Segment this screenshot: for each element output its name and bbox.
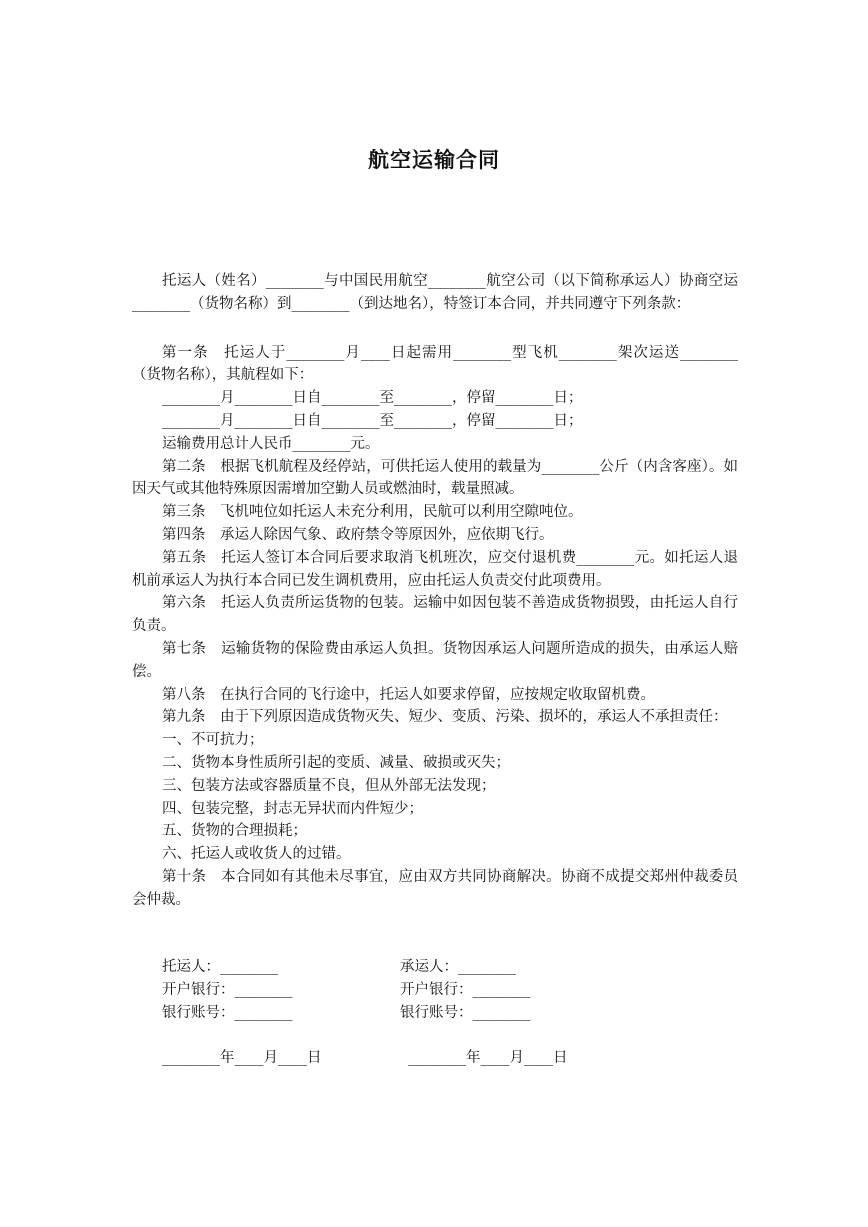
article-10: 第十条 本合同如有其他未尽事宜，应由双方共同协商解决。协商不成提交郑州仲裁委员会仲裁。 (132, 868, 738, 908)
article-3: 第三条 飞机吨位如托运人未充分利用，民航可以利用空隙吨位。 (162, 504, 583, 521)
article-6: 第六条 托运人负责所运货物的包装。运输中如因包装不善造成货物损毁，由托运人自行负责。 (132, 595, 738, 635)
article-1: 第一条 托运人于________月____日起需用________型飞机________架次运送________（货物名称），其航程如下： (132, 344, 738, 384)
shipper-signature-block (162, 956, 293, 1024)
exemption-item: 四、包装完整，封志无异状而内件短少； (162, 800, 423, 817)
shipper-date-line: ________年____月____日 (162, 1050, 322, 1066)
carrier-account-line: 银行账号：________ (400, 1004, 531, 1021)
exemption-item: 一、不可抗力； (162, 732, 264, 749)
exemption-item: 五、货物的合理损耗； (162, 823, 307, 840)
shipper-name-line: 托运人：________ (162, 959, 278, 975)
article-4: 第四条 承运人除因气象、政府禁令等原因外，应依期飞行。 (162, 526, 554, 543)
article-7: 第七条 运输货物的保险费由承运人负担。货物因承运人问题所造成的损失，由承运人赔偿。 (132, 640, 738, 680)
article-5: 第五条 托运人签订本合同后要求取消飞机班次，应交付退机费________元。如托运人退机前承运人为执行本合同已发生调机费用，应由托运人负责交付此项费用。 (132, 549, 738, 589)
article-2: 第二条 根据飞机航程及经停站，可供托运人使用的载量为________公斤（内含客座）。如因天气或其他特殊原因需增加空勤人员或燃油时，载量照减。 (132, 458, 738, 498)
carrier-name-line: 承运人：________ (400, 959, 516, 975)
route-line: ________月________日自________至________，停留________日； (162, 390, 583, 407)
exemption-item: 三、包装方法或容器质量不良，但从外部无法发现； (162, 777, 496, 794)
exemption-item: 六、托运人或收货人的过错。 (162, 846, 351, 863)
document-title: 航空运输合同 (368, 147, 500, 172)
article-9: 第九条 由于下列原因造成货物灭失、短少、变质、污染、损坏的，承运人不承担责任： (162, 709, 728, 726)
carrier-date-line: ________年____月____日 (408, 1050, 568, 1066)
article-8: 第八条 在执行合同的飞行途中，托运人如要求停留，应按规定收取留机费。 (162, 686, 655, 703)
shipper-account-line: 银行账号：________ (162, 1004, 293, 1021)
route-line: ________月________日自________至________，停留________日； (162, 412, 583, 429)
fee-line: 运输费用总计人民币________元。 (162, 435, 380, 452)
shipper-bank-line: 开户银行：________ (162, 981, 293, 998)
carrier-bank-line: 开户银行：________ (400, 981, 531, 998)
exemption-item: 二、货物本身性质所引起的变质、减量、破损或灭失； (162, 754, 510, 771)
carrier-signature-block (400, 956, 531, 1024)
intro-paragraph: 托运人（姓名）________与中国民用航空________航空公司（以下简称承运人）协商空运________（货物名称）到________（到达地名），特签订本合同，并共同遵守下列条款： (132, 273, 738, 312)
contract-body (132, 270, 738, 912)
